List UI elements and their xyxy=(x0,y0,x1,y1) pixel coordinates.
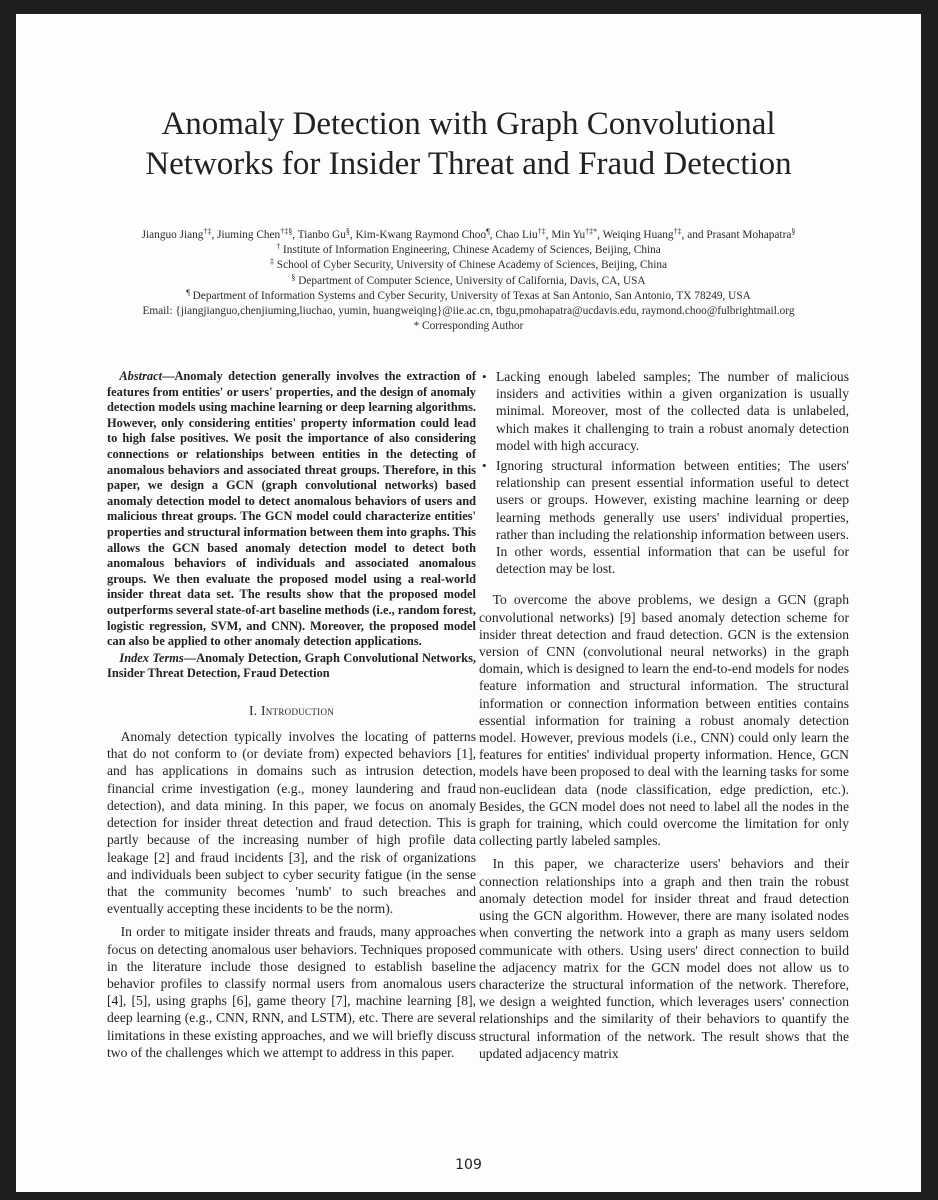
author-name: , Chao Liu xyxy=(489,229,538,241)
author-name: , Jiuming Chen xyxy=(211,229,281,241)
affiliation-mark: ¶ xyxy=(186,287,190,297)
author-name: Jianguo Jiang xyxy=(141,229,204,241)
author-affil-mark: § xyxy=(345,227,350,236)
affiliation-mark: ‡ xyxy=(269,257,274,267)
author-affil-mark: †‡* xyxy=(585,227,598,236)
index-terms-label: Index Terms xyxy=(119,650,184,665)
author-name: , Tianbo Gu xyxy=(292,229,346,241)
affiliation-line xyxy=(56,258,881,273)
author-affil-mark: †‡§ xyxy=(280,227,293,236)
affiliation-line xyxy=(56,289,881,304)
author-list xyxy=(56,228,881,243)
title-line-2: Networks for Insider Threat and Fraud Detection xyxy=(145,146,792,182)
author-name: , and Prasant Mohapatra xyxy=(681,229,792,241)
author-affil-mark: †‡ xyxy=(203,227,212,236)
body-paragraph: To overcome the above problems, we design a GCN (graph convolutional networks) [9] based anomaly detection scheme for insider threat detection and fraud detection. GCN is the extension version of CNN (convolutional neural networks) in the graph domain, which is designed to learn the end-to-end models for nodes feature information and structural information. The structural information or connection information between entities contains essential information for training a robust anomaly detection model. However, previous models (i.e., CNN) could only learn the features for entities' individual property information. Hence, GCN models have been proposed to deal with the learning tasks for some non-euclidean data (node classification, edge prediction, etc.). Besides, the GCN model does not need to label all the nodes in the graph for training, which could overcome the limitation for only collecting partly labeled samples. xyxy=(479,592,849,849)
author-affil-mark: †‡ xyxy=(537,227,546,236)
affiliation-text: Department of Information Systems and Cyber Security, University of Texas at San Antonio, San Antonio, TX 78249, USA xyxy=(189,289,751,302)
affiliation-line xyxy=(56,274,881,289)
challenge-list xyxy=(479,368,849,577)
email-line: Email: {jiangjianguo,chenjiuming,liuchao, yumin, huangweiqing}@iie.ac.cn, tbgu,pmohapatra@ucdavis.edu, raymond.choo@fulbrightmail.org xyxy=(142,305,795,318)
bullet-icon: • xyxy=(482,369,487,384)
left-column xyxy=(107,369,476,1061)
author-name: , Kim-Kwang Raymond Choo xyxy=(349,229,487,241)
right-column xyxy=(479,368,849,1062)
section-heading-introduction: I. Introduction xyxy=(248,702,335,718)
abstract xyxy=(107,369,476,650)
paper-title xyxy=(56,104,881,184)
index-terms xyxy=(107,651,476,682)
list-item xyxy=(479,368,849,454)
author-name: , Weiqing Huang xyxy=(597,229,674,241)
affiliation-text: Institute of Information Engineering, Chinese Academy of Sciences, Beijing, China xyxy=(280,244,661,257)
affiliation-text: Department of Computer Science, University of California, Davis, CA, USA xyxy=(295,274,646,287)
author-affil-mark: †‡ xyxy=(673,227,682,236)
abstract-label: Abstract xyxy=(119,369,163,383)
affiliation-text: School of Cyber Security, University of Chinese Academy of Sciences, Beijing, China xyxy=(273,259,667,272)
page-number: 109 xyxy=(455,1157,482,1173)
body-paragraph: In this paper, we characterize users' behaviors and their connection relationships into a graph and then train the robust anomaly detection model for insider threat and fraud detection using the GCN algorithm. However, there are many isolated nodes when converting the network into a graph as many users seldom communicate with others. Using users' direct connection to build the adjacency matrix for the GCN model does not allow us to characterize the structural information of the network. Therefore, we design a weighted function, which leverages users' connection relationships and the similarity of their behaviors to quantify the structural information of the network. The result shows that the updated adjacency matrix xyxy=(479,856,849,1061)
intro-paragraph: Anomaly detection typically involves the locating of patterns that do not conform to (or deviate from) expected behaviors [1], and has applications in domains such as intrusion detection, financial crime investigation (e.g., money laundering and fraud detection), and data mining. In this paper, we focus on anomaly detection for insider threat detection and fraud detection. This is partly because of the increasing number of high profile data leakage [2] and fraud incidents [3], and the risk of organizations and individuals been subject to cyber security fatigue (in the sense that the community becomes 'numb' to such breaches and eventually accepting these incidents to be the norm). xyxy=(107,729,476,917)
author-affil-mark: ¶ xyxy=(486,227,490,236)
list-item xyxy=(479,457,849,577)
author-block xyxy=(56,228,881,334)
paper-page xyxy=(16,14,921,1192)
affiliation-line xyxy=(56,243,881,258)
index-terms-text: —Anomaly Detection, Graph Convolutional Networks, Insider Threat Detection, Fraud Detection xyxy=(107,650,476,681)
author-affil-mark: § xyxy=(791,227,796,236)
list-item-text: Ignoring structural information between entities; The users' relationship can present essential information useful to detect users or groups. However, existing machine learning or deep learning methods generally use users' individual properties, rather than including the relationship information between users. In other words, essential information that can be useful for detection may be lost. xyxy=(496,458,849,577)
bullet-icon: • xyxy=(482,458,487,474)
abstract-text: —Anomaly detection generally involves the extraction of features from entities' or users' properties, and the design of anomaly detection models using machine learning or deep learning algorithms. However, only considering entities' property information could lead to high false positives. We posit the importance of also considering connections or relationships between entities in the detecting of anomalous behaviors and associated threat groups. Therefore, in this paper, we design a GCN (graph convolutional networks) based anomaly detection model to detect anomalous behaviors of users and malicious threat groups. The GCN model could characterize entities' properties and structural information between them into graphs. This allows the GCN based anomaly detection model to detect both anomalous behaviors of individuals and associated anomalous groups. We then evaluate the proposed model using a real-world insider threat data set. The results show that the proposed model outperforms several state-of-art baseline methods (i.e., random forest, logistic regression, SVM, and CNN). Moreover, the proposed model can also be applied to other anomaly detection applications. xyxy=(107,369,476,649)
intro-paragraph: In order to mitigate insider threats and frauds, many approaches focus on detecting anomalous user behaviors. Techniques proposed in the literature include those designed to establish baseline behavior profiles to classify normal users from anomalous users [4], [5], using graphs [6], game theory [7], machine learning [8], deep learning (e.g., CNN, RNN, and LSTM), etc. There are several limitations in these existing approaches, and we will briefly discuss two of the challenges which we attempt to address in this paper. xyxy=(107,924,476,1060)
corresponding-author-note: * Corresponding Author xyxy=(413,320,524,333)
title-line-1: Anomaly Detection with Graph Convolutional xyxy=(161,106,776,142)
list-item-text: Lacking enough labeled samples; The number of malicious insiders and activities within a given organization is usually minimal. Moreover, most of the collected data is unlabeled, which makes it challenging to train a robust anomaly detection model with high accuracy. xyxy=(496,369,849,453)
author-name: , Min Yu xyxy=(545,229,586,241)
affiliation-mark: † xyxy=(276,242,281,252)
affiliation-mark: § xyxy=(291,272,296,282)
